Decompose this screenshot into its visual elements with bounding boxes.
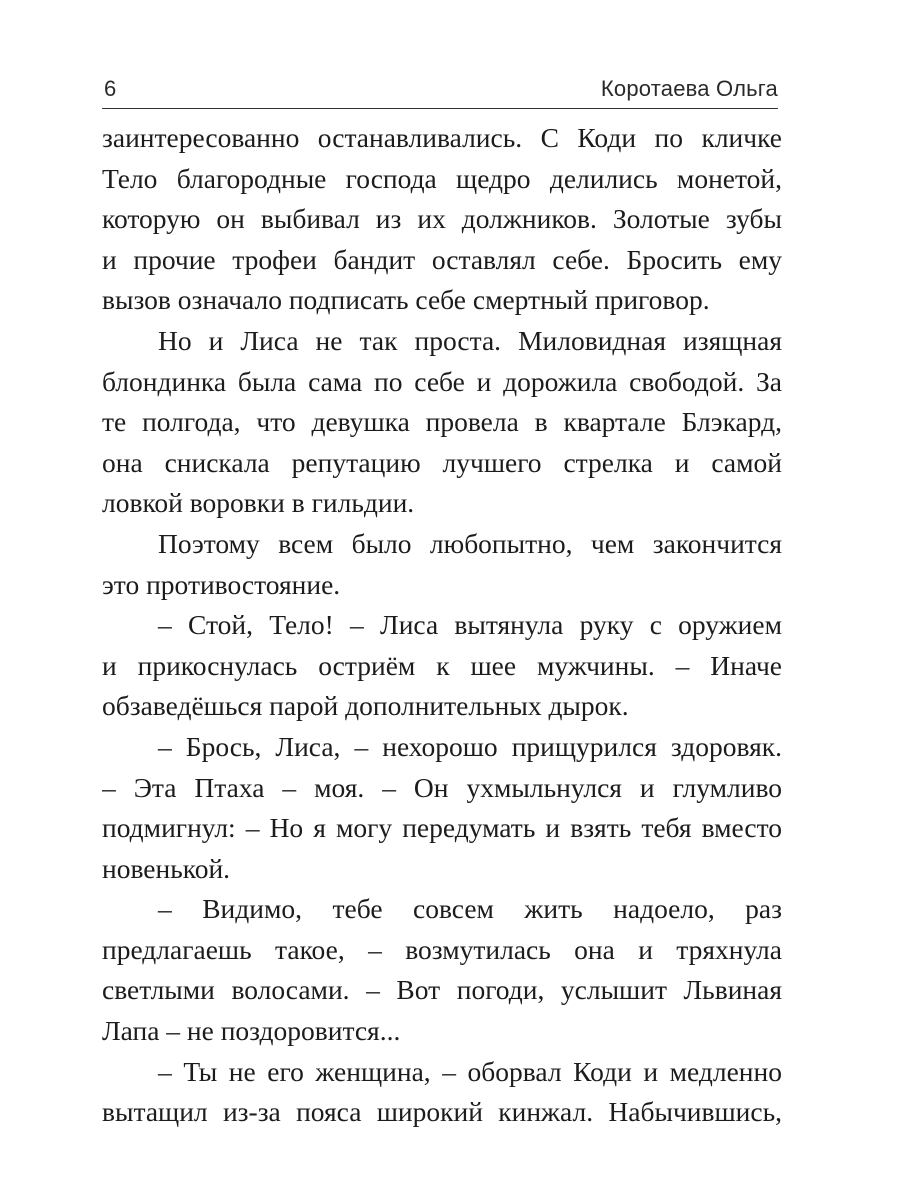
text-line: – Брось, Лиса, – нехорошо прищурился здоровяк.: [158, 730, 782, 762]
text-line: которую он выбивал из их должников. Золотые зубы: [102, 203, 782, 235]
page-number: 6: [104, 76, 117, 101]
text-line: новенькой.: [102, 852, 231, 884]
header-rule: [102, 108, 778, 109]
text-line: это противостояние.: [102, 568, 341, 600]
text-line: и прочие трофеи бандит оставлял себе. Бросить ему: [102, 243, 782, 275]
text-line: ловкой воровки в гильдии.: [102, 487, 415, 519]
text-line: – Эта Птаха – моя. – Он ухмыльнулся и глумливо: [102, 771, 782, 803]
text-line: – Стой, Тело! – Лиса вытянула руку с оружием: [158, 609, 782, 641]
paragraph: [102, 1052, 782, 1133]
paragraph: [102, 321, 782, 524]
text-line: – Ты не его женщина, – оборвал Коди и медленно: [158, 1055, 782, 1087]
paragraph: [102, 889, 782, 1051]
text-line: заинтересованно останавливались. С Коди по кличке: [102, 122, 782, 153]
text-line: – Видимо, тебе совсем жить надоело, раз: [158, 893, 782, 925]
text-line: Но и Лиса не так проста. Миловидная изящная: [158, 324, 782, 356]
text-line: и прикоснулась остриём к шее мужчины. – Иначе: [102, 649, 782, 681]
text-line: те полгода, что девушка провела в квартале Блэкард,: [102, 406, 782, 438]
text-line: светлыми волосами. – Вот погоди, услышит Львиная: [102, 974, 782, 1006]
text-line: подмигнул: – Но я могу передумать и взять тебя вместо: [102, 812, 782, 844]
running-title: Коротаева Ольга: [600, 76, 778, 101]
text-line: Поэтому всем было любопытно, чем закончится: [158, 527, 782, 559]
text-line: обзаведёшься парой дополнительных дырок.: [102, 690, 629, 722]
paragraph: [102, 524, 782, 605]
text-line: Тело благородные господа щедро делились монетой,: [102, 162, 782, 194]
body-text: [102, 118, 782, 1133]
text-line: она снискала репутацию лучшего стрелка и самой: [102, 446, 782, 478]
paragraph: [102, 727, 782, 889]
page-header: [102, 74, 778, 104]
text-line: вызов означало подписать себе смертный приговор.: [102, 284, 710, 316]
text-line: блондинка была сама по себе и дорожила свободой. За: [102, 365, 782, 397]
paragraph: [102, 118, 782, 321]
text-line: Лапа – не поздоровится...: [102, 1015, 401, 1047]
paragraph: [102, 605, 782, 727]
text-line: предлагаешь такое, – возмутилась она и тряхнула: [102, 933, 782, 965]
text-line: вытащил из-за пояса широкий кинжал. Набычившись,: [102, 1096, 782, 1128]
